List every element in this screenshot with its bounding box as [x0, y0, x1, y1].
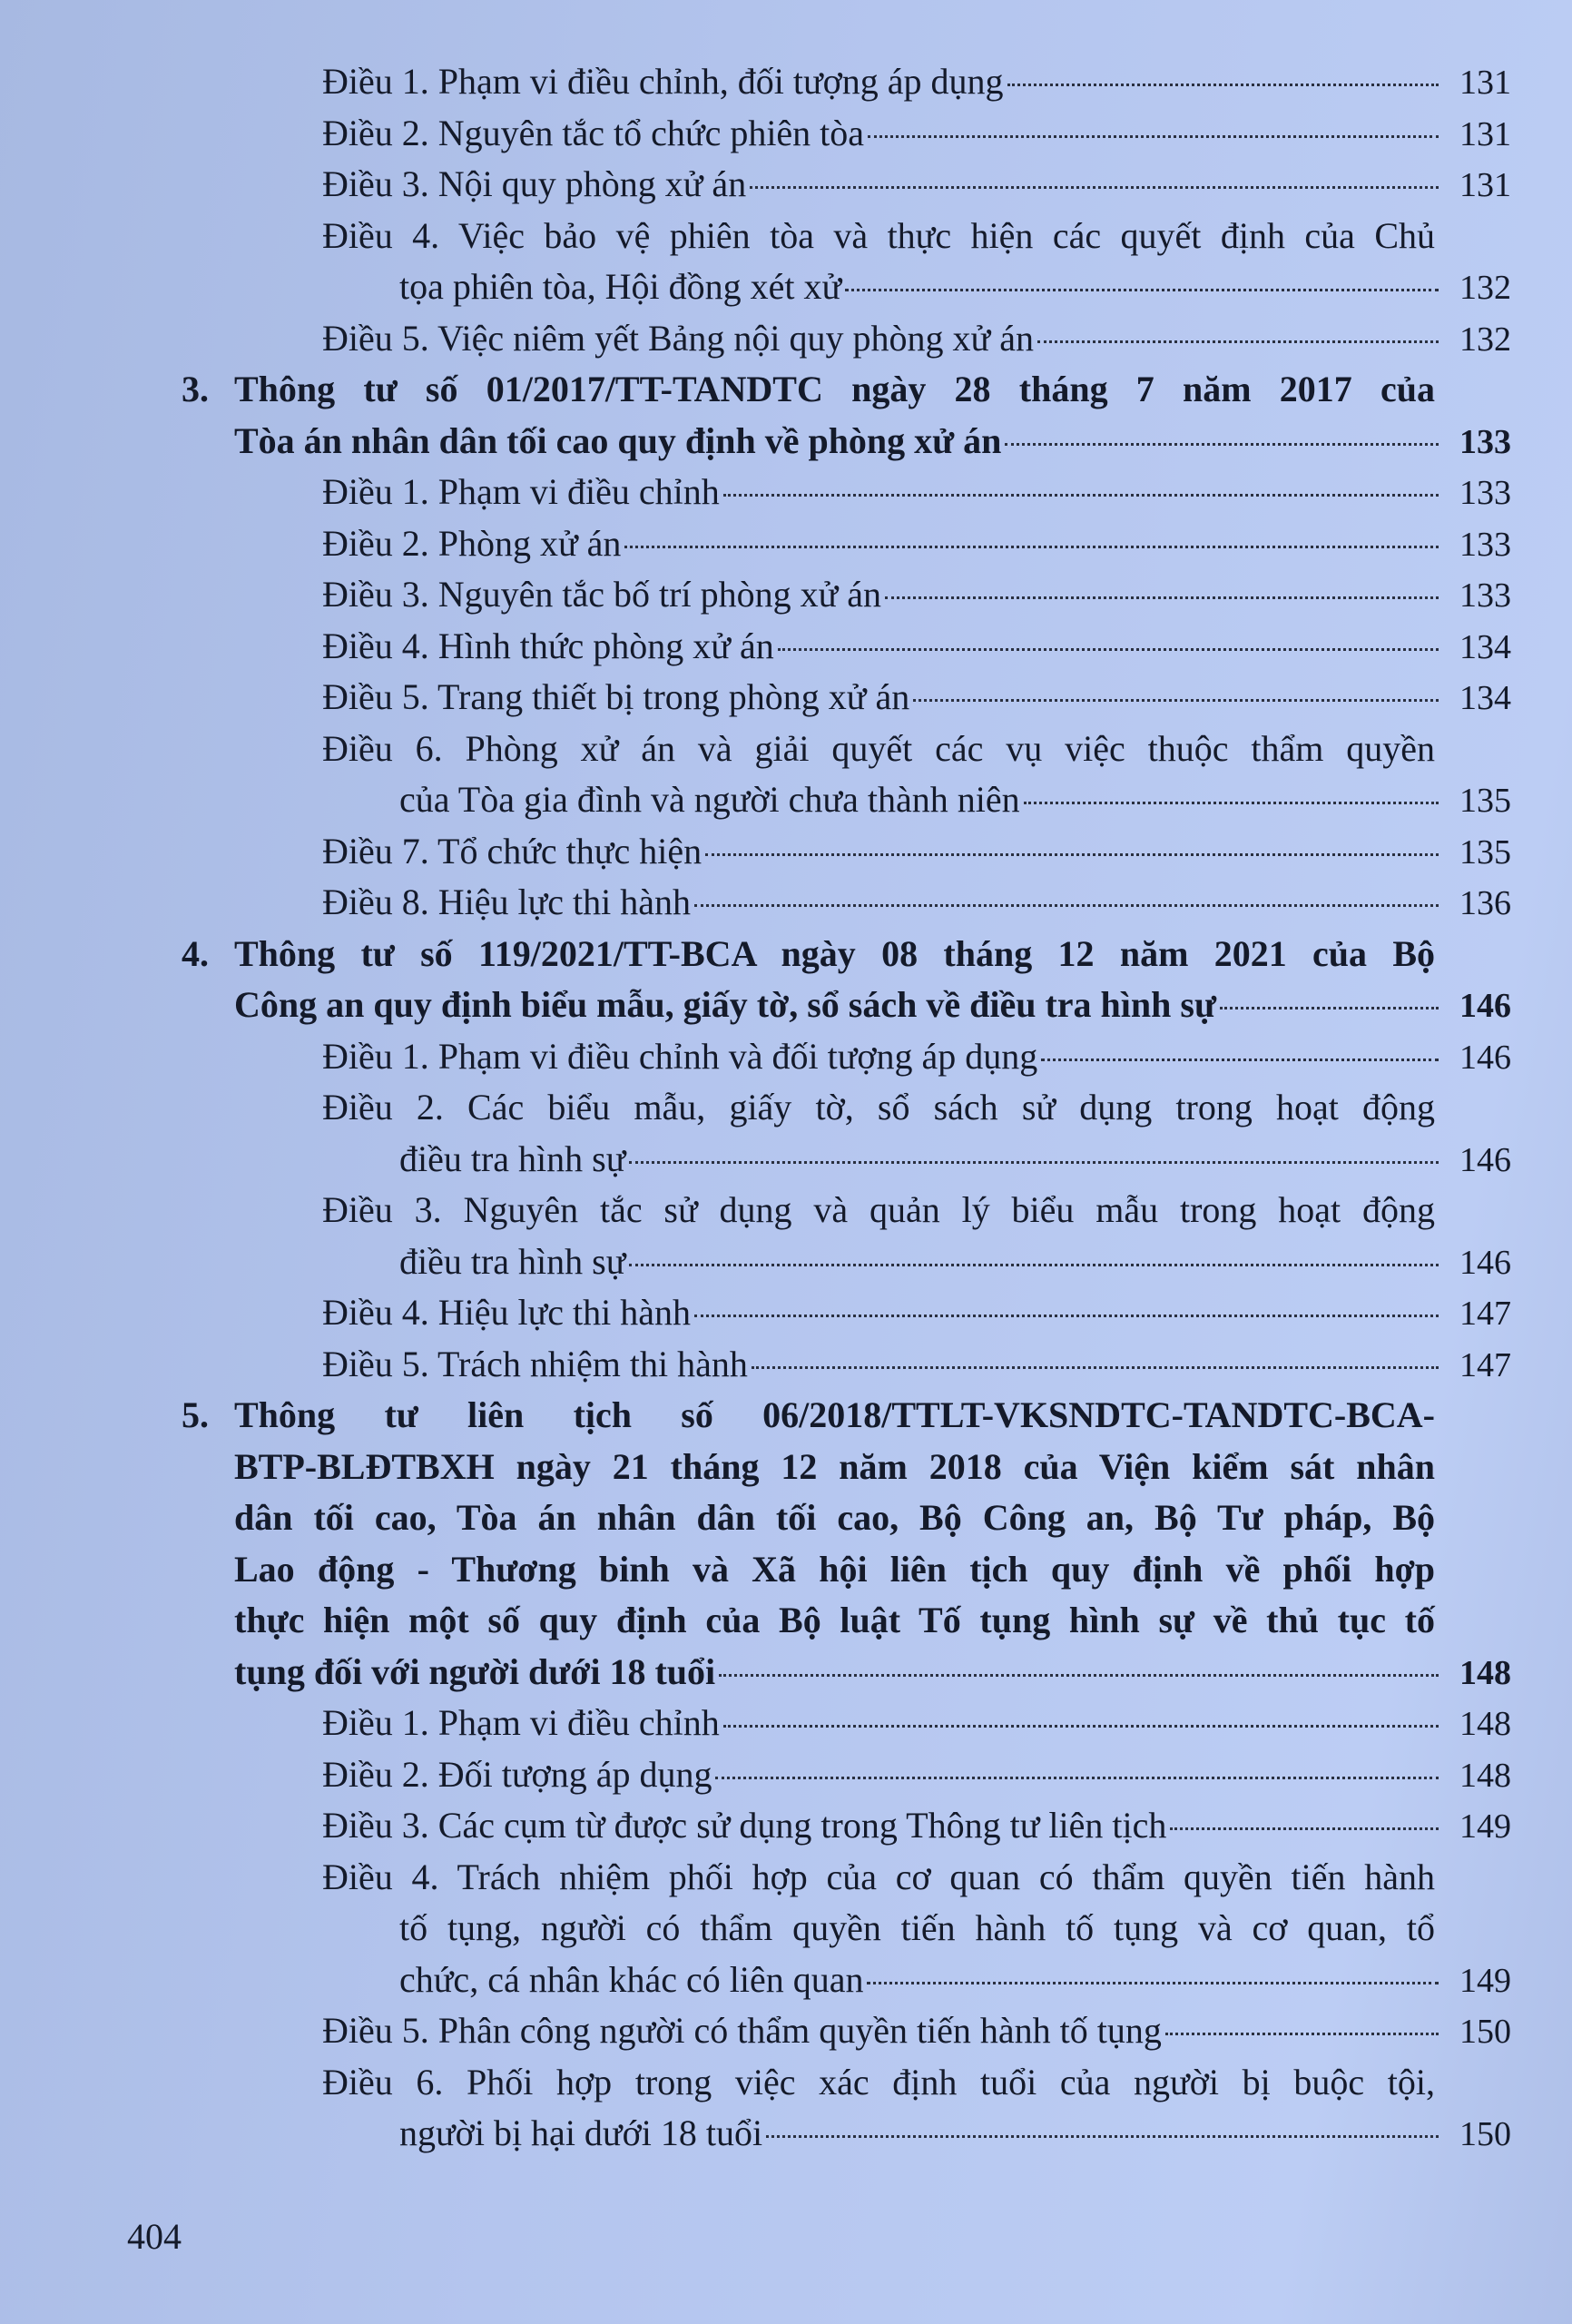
entry-title-text: Điều 1. Phạm vi điều chỉnh [322, 471, 720, 512]
entry-title-line-with-page [182, 467, 1511, 518]
entry-title-line-with-page [182, 569, 1511, 621]
entry-title-line-with-page [182, 877, 1511, 929]
entry-title-text: Thông tư số 01/2017/TT-TANDTC ngày 28 tháng 7 năm 2017 của [234, 369, 1435, 409]
entry-title-line-with-page [182, 1955, 1511, 2006]
entry-page-number: 131 [1459, 114, 1511, 153]
entry-title-line-with-page [182, 416, 1511, 468]
toc-article-entry [182, 313, 1511, 365]
entry-title-text: của Tòa gia đình và người chưa thành niên [399, 779, 1020, 820]
toc-article-entry [182, 211, 1511, 313]
entry-title-line [182, 1544, 1511, 1596]
dot-leader [1005, 443, 1439, 446]
dot-leader [1007, 84, 1439, 86]
entry-title-line-with-page [182, 1800, 1511, 1852]
entry-title-text: Điều 2. Đối tượng áp dụng [322, 1753, 712, 1795]
toc-article-entry [182, 518, 1511, 570]
entry-title-text: chức, cá nhân khác có liên quan [399, 1958, 864, 2000]
toc-article-entry [182, 877, 1511, 929]
entry-title-line-with-page [182, 56, 1511, 108]
entry-title-text: tụng đối với người dưới 18 tuổi [234, 1650, 716, 1692]
toc-article-entry [182, 108, 1511, 160]
entry-title-line-with-page [182, 672, 1511, 724]
entry-page-number: 148 [1459, 1756, 1511, 1795]
toc-article-entry [182, 1031, 1511, 1083]
toc-article-entry [182, 1082, 1511, 1185]
entry-title-text: Điều 5. Trách nhiệm thi hành [322, 1343, 748, 1384]
entry-title-text: Điều 2. Nguyên tắc tổ chức phiên tòa [322, 112, 865, 153]
table-of-contents [182, 56, 1511, 2160]
dot-leader [1220, 1007, 1439, 1009]
entry-title-line [182, 1390, 1511, 1442]
toc-article-entry [182, 672, 1511, 724]
dot-leader [694, 1315, 1439, 1317]
entry-title-text: Điều 7. Tổ chức thực hiện [322, 830, 702, 872]
entry-page-number: 132 [1459, 269, 1511, 307]
dot-leader [766, 2135, 1439, 2138]
entry-page-number: 135 [1459, 832, 1511, 872]
toc-article-entry [182, 56, 1511, 108]
dot-leader [845, 289, 1439, 291]
entry-title-text: Thông tư số 119/2021/TT-BCA ngày 08 tháng 12 năm 2021 của Bộ [234, 932, 1435, 974]
entry-page-number: 149 [1459, 1807, 1511, 1846]
entry-page-number: 146 [1459, 987, 1511, 1025]
entry-title-text: thực hiện một số quy định của Bộ luật Tố tụng hình sự về thủ tục tố [234, 1600, 1435, 1640]
dot-leader [715, 1777, 1439, 1779]
toc-article-entry [182, 1698, 1511, 1749]
dot-leader [1041, 1059, 1439, 1061]
entry-page-number: 133 [1459, 422, 1511, 461]
entry-page-number: 150 [1459, 2115, 1511, 2153]
toc-article-entry [182, 467, 1511, 518]
toc-article-entry [182, 1185, 1511, 1287]
entry-title-text: Tòa án nhân dân tối cao quy định về phòng xử án [234, 419, 1002, 461]
entry-title-line-with-page [182, 1339, 1511, 1391]
section-number: 4. [182, 932, 209, 974]
toc-article-entry [182, 1749, 1511, 1801]
dot-leader [1170, 1827, 1439, 1830]
entry-page-number: 136 [1459, 884, 1511, 922]
entry-title-text: điều tra hình sự [399, 1137, 626, 1179]
entry-title-line-with-page [182, 518, 1511, 570]
entry-title-text: Điều 5. Phân công người có thẩm quyền tiến hành tố tụng [322, 2010, 1162, 2051]
entry-page-number: 147 [1459, 1295, 1511, 1333]
entry-title-text: Điều 5. Việc niêm yết Bảng nội quy phòng xử án [322, 317, 1034, 359]
entry-title-line [182, 1903, 1511, 1955]
entry-title-line-with-page [182, 2108, 1511, 2160]
toc-article-entry [182, 826, 1511, 878]
entry-title-line-with-page [182, 621, 1511, 673]
entry-title-text: tố tụng, người có thẩm quyền tiến hành tố tụng và cơ quan, tổ [399, 1907, 1435, 1948]
entry-title-line-with-page [182, 1287, 1511, 1339]
entry-title-line-with-page [182, 159, 1511, 211]
dot-leader [624, 546, 1439, 548]
entry-title-text: Điều 5. Trang thiết bị trong phòng xử án [322, 676, 910, 717]
entry-title-line [182, 1185, 1511, 1236]
toc-article-entry [182, 2057, 1511, 2160]
entry-page-number: 134 [1459, 679, 1511, 717]
entry-title-line-with-page [182, 1031, 1511, 1083]
entry-title-line [182, 929, 1511, 980]
entry-title-line [182, 1595, 1511, 1647]
entry-title-text: Điều 3. Nội quy phòng xử án [322, 163, 747, 204]
entry-title-text: người bị hại dưới 18 tuổi [399, 2112, 763, 2153]
page-number: 404 [127, 2216, 182, 2257]
entry-page-number: 134 [1459, 627, 1511, 666]
entry-page-number: 148 [1459, 1705, 1511, 1743]
dot-leader [750, 186, 1439, 189]
entry-title-line [182, 1852, 1511, 1904]
entry-title-text: Điều 6. Phòng xử án và giải quyết các vụ việc thuộc thẩm quyền [322, 727, 1435, 769]
entry-page-number: 147 [1459, 1345, 1511, 1384]
entry-title-text: BTP-BLĐTBXH ngày 21 tháng 12 năm 2018 của Viện kiểm sát nhân [234, 1445, 1435, 1487]
entry-title-text: dân tối cao, Tòa án nhân dân tối cao, Bộ Công an, Bộ Tư pháp, Bộ [234, 1497, 1435, 1538]
entry-title-line [182, 1082, 1511, 1134]
entry-title-text: Điều 2. Phòng xử án [322, 522, 622, 564]
entry-title-text: Lao động - Thương binh và Xã hội liên tịch quy định về phối hợp [234, 1548, 1435, 1590]
entry-page-number: 131 [1459, 166, 1511, 204]
entry-title-text: Điều 1. Phạm vi điều chỉnh, đối tượng áp dụng [322, 61, 1004, 102]
entry-page-number: 150 [1459, 2013, 1511, 2051]
entry-title-text: Điều 1. Phạm vi điều chỉnh và đối tượng áp dụng [322, 1035, 1038, 1077]
entry-title-line-with-page [182, 1134, 1511, 1186]
entry-title-line-with-page [182, 1698, 1511, 1749]
entry-page-number: 146 [1459, 1140, 1511, 1179]
entry-title-line [182, 724, 1511, 775]
toc-article-entry [182, 159, 1511, 211]
toc-article-entry [182, 621, 1511, 673]
dot-leader [885, 596, 1439, 599]
entry-title-line-with-page [182, 980, 1511, 1031]
toc-article-entry [182, 1852, 1511, 2006]
toc-section-entry [182, 929, 1511, 1031]
entry-title-text: Điều 2. Các biểu mẫu, giấy tờ, sổ sách sử dụng trong hoạt động [322, 1087, 1435, 1128]
entry-title-text: Điều 4. Hình thức phòng xử án [322, 625, 774, 666]
entry-title-line-with-page [182, 826, 1511, 878]
section-number: 3. [182, 369, 209, 409]
entry-title-text: Điều 3. Các cụm từ được sử dụng trong Thông tư liên tịch [322, 1805, 1167, 1846]
section-number: 5. [182, 1394, 209, 1435]
entry-title-text: điều tra hình sự [399, 1240, 626, 1282]
dot-leader [629, 1264, 1439, 1266]
entry-page-number: 149 [1459, 1961, 1511, 2000]
dot-leader [723, 494, 1439, 497]
entry-title-line [182, 211, 1511, 262]
entry-page-number: 146 [1459, 1243, 1511, 1282]
entry-title-text: Điều 4. Trách nhiệm phối hợp của cơ quan có thẩm quyền tiến hành [322, 1856, 1435, 1897]
entry-title-line-with-page [182, 774, 1511, 826]
dot-leader [868, 135, 1439, 138]
entry-title-text: Điều 8. Hiệu lực thi hành [322, 881, 692, 922]
entry-page-number: 133 [1459, 525, 1511, 564]
entry-title-text: Thông tư liên tịch số 06/2018/TTLT-VKSNDTC-TANDTC-BCA- [234, 1394, 1435, 1435]
entry-title-line [182, 364, 1511, 416]
dot-leader [629, 1161, 1439, 1164]
dot-leader [778, 648, 1439, 651]
entry-title-text: Điều 1. Phạm vi điều chỉnh [322, 1702, 720, 1743]
entry-title-text: Điều 3. Nguyên tắc sử dụng và quản lý biểu mẫu trong hoạt động [322, 1189, 1435, 1230]
entry-title-text: Điều 4. Việc bảo vệ phiên tòa và thực hiện các quyết định của Chủ [322, 214, 1435, 256]
entry-title-line [182, 1442, 1511, 1493]
entry-page-number: 146 [1459, 1038, 1511, 1077]
entry-page-number: 132 [1459, 320, 1511, 359]
entry-title-line [182, 1492, 1511, 1544]
entry-title-text: Công an quy định biểu mẫu, giấy tờ, sổ sách về điều tra hình sự [234, 984, 1216, 1025]
dot-leader [913, 699, 1439, 702]
toc-article-entry [182, 724, 1511, 826]
toc-article-entry [182, 1800, 1511, 1852]
entry-title-line-with-page [182, 2005, 1511, 2057]
toc-section-entry [182, 364, 1511, 467]
dot-leader [694, 904, 1439, 907]
entry-title-text: Điều 4. Hiệu lực thi hành [322, 1292, 692, 1333]
toc-article-entry [182, 2005, 1511, 2057]
entry-title-line-with-page [182, 1749, 1511, 1801]
dot-leader [1037, 340, 1439, 343]
entry-title-text: Điều 6. Phối hợp trong việc xác định tuổi của người bị buộc tội, [322, 2061, 1435, 2102]
entry-title-text: Điều 3. Nguyên tắc bố trí phòng xử án [322, 574, 881, 615]
toc-article-entry [182, 569, 1511, 621]
dot-leader [719, 1674, 1439, 1677]
dot-leader [867, 1982, 1439, 1984]
dot-leader [1024, 802, 1439, 804]
dot-leader [752, 1366, 1439, 1369]
toc-article-entry [182, 1287, 1511, 1339]
entry-title-line-with-page [182, 1647, 1511, 1699]
entry-page-number: 135 [1459, 782, 1511, 820]
entry-title-line-with-page [182, 108, 1511, 160]
toc-article-entry [182, 1339, 1511, 1391]
entry-title-line [182, 2057, 1511, 2109]
entry-title-line-with-page [182, 261, 1511, 313]
entry-title-text: tọa phiên tòa, Hội đồng xét xử [399, 266, 842, 307]
entry-page-number: 133 [1459, 474, 1511, 512]
toc-section-entry [182, 1390, 1511, 1698]
entry-title-line-with-page [182, 313, 1511, 365]
entry-page-number: 131 [1459, 64, 1511, 102]
entry-page-number: 133 [1459, 576, 1511, 615]
dot-leader [705, 853, 1439, 856]
entry-title-line-with-page [182, 1236, 1511, 1288]
dot-leader [1165, 2033, 1439, 2035]
entry-page-number: 148 [1459, 1653, 1511, 1692]
dot-leader [723, 1725, 1439, 1728]
